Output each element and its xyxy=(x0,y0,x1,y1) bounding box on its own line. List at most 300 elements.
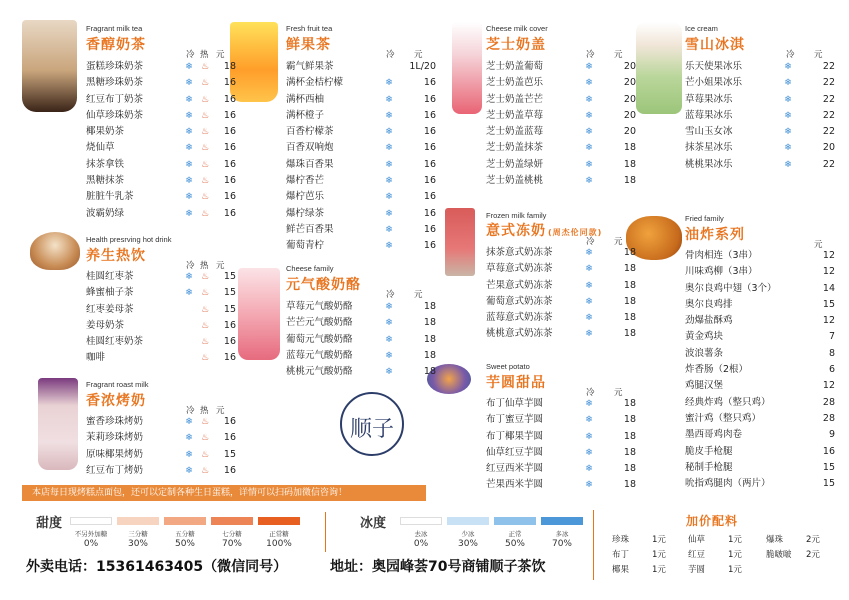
item-list xyxy=(486,396,636,494)
menu-item-price: 22 xyxy=(822,158,835,170)
section-en-title: Cheese milk cover xyxy=(486,24,548,33)
menu-item-name: 椰果奶茶 xyxy=(86,126,125,138)
menu-item-name: 满杯西柚 xyxy=(286,93,325,105)
menu-item xyxy=(685,411,835,427)
item-list xyxy=(286,59,436,255)
menu-item xyxy=(486,294,636,310)
menu-item xyxy=(685,346,835,362)
menu-item-name: 黑糖抹茶 xyxy=(86,175,125,187)
menu-item-name: 满杯橙子 xyxy=(286,109,325,121)
snowflake-icon: ❄ xyxy=(385,334,393,345)
menu-item xyxy=(286,332,436,348)
menu-item xyxy=(685,108,835,124)
menu-item xyxy=(86,285,236,301)
menu-item-name: 蜜香珍珠烤奶 xyxy=(86,416,144,427)
menu-item-price: 18 xyxy=(623,328,636,340)
addon-name: 红豆 xyxy=(688,550,706,560)
cold-header: 冷 xyxy=(186,406,195,416)
menu-item-name: 劲爆盐酥鸡 xyxy=(685,315,733,327)
snowflake-icon: ❄ xyxy=(585,296,593,307)
snowflake-icon: ❄ xyxy=(585,415,593,426)
snowflake-icon: ❄ xyxy=(585,78,593,89)
menu-item-price: 15 xyxy=(223,271,236,282)
menu-item-name: 满杯金桔柠檬 xyxy=(286,77,344,89)
section-en-title: Health presrving hot drink xyxy=(86,235,172,244)
addon-name: 珍珠 xyxy=(612,535,630,545)
snowflake-icon: ❄ xyxy=(185,465,193,476)
menu-item-name: 川味鸡柳（3串） xyxy=(685,266,758,278)
promo-banner: 本店每日现烤糕点面包，还可以定制各种生日蛋糕，详情可以扫码加微信咨询！ xyxy=(22,485,426,501)
menu-item-name: 葡萄意式奶冻茶 xyxy=(486,295,553,307)
menu-item-price: 18 xyxy=(223,61,236,72)
menu-item-name: 炸香肠（2根） xyxy=(685,364,749,376)
menu-item-price: 12 xyxy=(822,380,835,392)
menu-item xyxy=(86,447,236,463)
menu-item-price: 15 xyxy=(223,287,236,299)
hot-cup-icon: ♨ xyxy=(200,304,210,315)
snowflake-icon: ❄ xyxy=(585,280,593,291)
level-percent: 30% xyxy=(457,539,478,549)
menu-item-price: 15 xyxy=(223,303,236,315)
menu-item xyxy=(86,140,236,156)
menu-item xyxy=(486,157,636,173)
menu-item-price: 28 xyxy=(822,396,835,408)
menu-item-price: 16 xyxy=(822,445,835,457)
menu-item-name: 吮指鸡腿肉（两片） xyxy=(685,478,771,490)
menu-item-name: 仙草红豆芋圆 xyxy=(486,446,544,458)
menu-item-name: 芒小姐果冰乐 xyxy=(685,77,743,89)
section-title: 养生热饮 xyxy=(86,248,146,264)
menu-item-name: 经典炸鸡（整只鸡） xyxy=(685,396,771,408)
menu-item xyxy=(486,75,636,91)
menu-item xyxy=(86,318,236,334)
menu-item xyxy=(286,108,436,124)
menu-item-price: 20 xyxy=(623,61,636,72)
cold-header: 冷 xyxy=(586,50,595,60)
menu-item-price: 18 xyxy=(423,366,436,378)
menu-item-name: 脆皮手枪腿 xyxy=(685,445,733,457)
item-list xyxy=(86,414,236,479)
menu-item xyxy=(286,315,436,331)
snowflake-icon: ❄ xyxy=(585,176,593,187)
menu-item-price: 14 xyxy=(822,282,835,294)
menu-item-price: 16 xyxy=(223,175,236,187)
addon-name: 仙草 xyxy=(688,535,706,545)
menu-item-name: 秘制手枪腿 xyxy=(685,461,733,473)
price-header: 元 xyxy=(614,388,623,398)
menu-item-price: 16 xyxy=(223,126,236,138)
snowflake-icon: ❄ xyxy=(185,78,193,89)
addon-name: 爆珠 xyxy=(766,535,784,545)
price-header: 元 xyxy=(414,290,423,300)
menu-item xyxy=(86,463,236,479)
menu-item xyxy=(286,124,436,140)
menu-item-price: 9 xyxy=(828,429,835,441)
menu-item-name: 鸡腿汉堡 xyxy=(685,380,724,392)
hot-header: 热 xyxy=(200,50,209,60)
snowflake-icon: ❄ xyxy=(585,127,593,138)
menu-item-price: 16 xyxy=(423,175,436,187)
snowflake-icon: ❄ xyxy=(185,417,193,427)
addon-name: 芋圆 xyxy=(688,565,706,575)
snowflake-icon: ❄ xyxy=(185,127,193,138)
menu-item xyxy=(685,92,835,108)
menu-item-name: 茉莉珍珠烤奶 xyxy=(86,432,144,444)
snowflake-icon: ❄ xyxy=(185,176,193,187)
menu-item-price: 18 xyxy=(623,279,636,291)
menu-item-name: 爆珠百香果 xyxy=(286,158,334,170)
menu-item-price: 18 xyxy=(423,301,436,312)
menu-item-name: 芝士奶盖葡萄 xyxy=(486,61,544,72)
milk-tea-photo xyxy=(22,20,77,112)
divider xyxy=(325,512,326,552)
menu-item xyxy=(685,264,835,280)
menu-item-name: 芝士奶盖芭乐 xyxy=(486,77,544,89)
snowflake-icon: ❄ xyxy=(185,110,193,121)
hot-cup-icon: ♨ xyxy=(200,417,210,427)
section-title xyxy=(486,220,602,240)
menu-item-name: 芒芒元气酸奶酪 xyxy=(286,317,353,329)
menu-item-name: 墨西哥鸡肉卷 xyxy=(685,429,743,441)
level-name: 正常糖 xyxy=(269,530,289,538)
item-list xyxy=(685,59,835,173)
cold-header: 冷 xyxy=(186,50,195,60)
hot-cup-icon: ♨ xyxy=(200,449,210,460)
menu-item-price: 22 xyxy=(822,126,835,138)
menu-item-name: 蓝莓意式奶冻茶 xyxy=(486,312,553,324)
fruit-tea-photo xyxy=(230,22,278,102)
menu-item-name: 芒果西米芋圆 xyxy=(486,479,544,491)
snowflake-icon: ❄ xyxy=(784,159,792,170)
menu-item xyxy=(685,378,835,394)
menu-item-price: 15 xyxy=(822,461,835,473)
menu-item xyxy=(486,278,636,294)
menu-item xyxy=(486,59,636,75)
menu-item-price: 18 xyxy=(623,446,636,458)
price-header: 元 xyxy=(216,261,225,271)
snowflake-icon: ❄ xyxy=(585,248,593,258)
cold-header: 冷 xyxy=(586,388,595,398)
frozen-milk-photo xyxy=(445,208,475,276)
snowflake-icon: ❄ xyxy=(385,176,393,187)
level-swatch xyxy=(494,517,536,525)
snowflake-icon: ❄ xyxy=(585,62,593,72)
hot-cup-icon: ♨ xyxy=(200,208,210,219)
delivery-phone: 外卖电话：15361463405（微信同号） xyxy=(26,559,288,575)
price-header: 元 xyxy=(814,240,823,250)
menu-item-name: 咖啡 xyxy=(86,352,106,364)
snowflake-icon: ❄ xyxy=(784,94,792,105)
cold-header: 冷 xyxy=(386,290,395,300)
snowflake-icon: ❄ xyxy=(185,143,193,154)
menu-item xyxy=(486,140,636,156)
menu-item-name: 蓝莓元气酸奶酪 xyxy=(286,349,353,361)
snowflake-icon: ❄ xyxy=(385,127,393,138)
menu-item-name: 爆柠绿茶 xyxy=(286,207,325,219)
menu-item-name: 鲜芒百香果 xyxy=(286,223,334,235)
item-list xyxy=(486,59,636,189)
menu-item-price: 22 xyxy=(822,61,835,72)
menu-item-name: 桂圆红枣茶 xyxy=(86,271,134,282)
section-title: 香醇奶茶 xyxy=(86,37,146,53)
section-title-text: 意式冻奶 xyxy=(486,223,546,239)
menu-item xyxy=(86,124,236,140)
menu-item xyxy=(486,124,636,140)
hot-cup-icon: ♨ xyxy=(200,94,210,105)
menu-item xyxy=(86,92,236,108)
menu-item-name: 骨肉相连（3串） xyxy=(685,250,758,261)
snowflake-icon: ❄ xyxy=(585,143,593,154)
menu-item-name: 桃桃果冰乐 xyxy=(685,158,733,170)
snowflake-icon: ❄ xyxy=(385,208,393,219)
menu-item-name: 抹茶星冰乐 xyxy=(685,142,733,154)
item-list xyxy=(86,269,236,367)
menu-item xyxy=(486,461,636,477)
cheese-cover-photo xyxy=(452,22,482,114)
section-en-title: Fragrant milk tea xyxy=(86,24,143,33)
snowflake-icon: ❄ xyxy=(784,78,792,89)
menu-item xyxy=(86,108,236,124)
snowflake-icon: ❄ xyxy=(585,264,593,275)
menu-item-name: 爆柠芭乐 xyxy=(286,191,325,203)
menu-item-price: 16 xyxy=(223,142,236,154)
snowflake-icon: ❄ xyxy=(784,143,792,154)
price-header: 元 xyxy=(414,50,423,60)
hot-header: 热 xyxy=(200,406,209,416)
menu-item-name: 芝士奶盖绿妍 xyxy=(486,158,544,170)
addons-title: 加价配料 xyxy=(686,514,739,528)
menu-item-name: 布丁椰果芋圆 xyxy=(486,430,544,442)
logo-text: 顺子 xyxy=(349,417,394,442)
snowflake-icon: ❄ xyxy=(185,94,193,105)
menu-item-price: 12 xyxy=(822,315,835,327)
menu-item xyxy=(486,245,636,261)
menu-item xyxy=(86,189,236,205)
snowflake-icon: ❄ xyxy=(185,62,193,72)
addon-name: 椰果 xyxy=(612,565,630,575)
level-name: 多冰 xyxy=(555,530,569,538)
menu-item xyxy=(685,444,835,460)
section-title: 雪山冰淇 xyxy=(685,37,745,53)
menu-item-name: 芝士奶盖蓝莓 xyxy=(486,126,544,138)
section-title: 元气酸奶酪 xyxy=(286,277,361,293)
hot-cup-icon: ♨ xyxy=(200,176,210,187)
menu-item-price: 20 xyxy=(623,93,636,105)
menu-item-price: 16 xyxy=(223,158,236,170)
menu-item-name: 黄金鸡块 xyxy=(685,331,724,343)
addon-name: 脆啵啵 xyxy=(766,550,792,560)
snowflake-icon: ❄ xyxy=(784,62,792,72)
level-name: 正常 xyxy=(508,530,522,538)
menu-item xyxy=(685,460,835,476)
menu-item-name: 布丁蜜豆芋圆 xyxy=(486,414,544,426)
snowflake-icon: ❄ xyxy=(585,329,593,340)
menu-item xyxy=(86,334,236,350)
menu-item xyxy=(486,92,636,108)
snowflake-icon: ❄ xyxy=(784,110,792,121)
menu-item-name: 布丁仙草芋圆 xyxy=(486,398,544,409)
snowflake-icon: ❄ xyxy=(585,464,593,475)
section-en-title: Fragrant roast milk xyxy=(86,380,149,389)
menu-item xyxy=(685,297,835,313)
level-percent: 70% xyxy=(551,539,572,549)
menu-item-price: 18 xyxy=(423,317,436,329)
hot-cup-icon: ♨ xyxy=(200,62,210,72)
snowflake-icon: ❄ xyxy=(585,110,593,121)
menu-item-price: 16 xyxy=(223,191,236,203)
level-name: 去冰 xyxy=(414,530,428,538)
item-list xyxy=(286,299,436,380)
section-en-title: Sweet potato xyxy=(486,362,530,371)
menu-item-price: 16 xyxy=(223,352,236,364)
menu-item-price: 1L/20 xyxy=(409,61,436,72)
snowflake-icon: ❄ xyxy=(385,78,393,89)
level-percent: 50% xyxy=(174,539,195,549)
menu-item-name: 抹茶拿铁 xyxy=(86,158,125,170)
menu-item-name: 原味椰果烤奶 xyxy=(86,448,144,460)
section-en-title: Ice cream xyxy=(685,24,718,33)
price-header: 元 xyxy=(614,50,623,60)
menu-item-price: 18 xyxy=(623,263,636,275)
menu-item xyxy=(685,75,835,91)
menu-item-name: 雪山玉女冰 xyxy=(685,126,733,138)
menu-item xyxy=(286,75,436,91)
menu-item xyxy=(486,429,636,445)
price-header: 元 xyxy=(614,237,623,247)
menu-item xyxy=(286,206,436,222)
menu-item-price: 28 xyxy=(822,412,835,424)
menu-item-price: 18 xyxy=(623,430,636,442)
menu-item-price: 16 xyxy=(223,336,236,348)
hot-cup-icon: ♨ xyxy=(200,353,210,364)
hot-cup-icon: ♨ xyxy=(200,272,210,282)
menu-item xyxy=(486,412,636,428)
menu-item-name: 红枣姜母茶 xyxy=(86,303,134,315)
item-list xyxy=(86,59,236,222)
snowflake-icon: ❄ xyxy=(385,367,393,378)
menu-item-price: 16 xyxy=(423,240,436,252)
menu-item-name: 红豆布丁奶茶 xyxy=(86,93,144,105)
yogurt-photo xyxy=(238,268,280,360)
snowflake-icon: ❄ xyxy=(585,399,593,409)
price-header: 元 xyxy=(814,50,823,60)
level-swatch xyxy=(117,517,159,525)
menu-item xyxy=(86,302,236,318)
menu-item-name: 奥尔良鸡中翅（3个） xyxy=(685,282,777,294)
menu-item xyxy=(685,281,835,297)
menu-item-price: 18 xyxy=(623,175,636,187)
hot-drink-photo xyxy=(30,232,80,270)
level-name: 不另外加糖 xyxy=(74,530,108,538)
hot-cup-icon: ♨ xyxy=(200,110,210,121)
snowflake-icon: ❄ xyxy=(185,449,193,460)
menu-item xyxy=(685,476,835,492)
section-en-title: Fresh fruit tea xyxy=(286,24,333,33)
menu-item-price: 18 xyxy=(623,158,636,170)
menu-item xyxy=(486,108,636,124)
level-percent: 30% xyxy=(127,539,148,549)
section-en-title: Cheese family xyxy=(286,264,334,273)
menu-item-name: 姜母奶茶 xyxy=(86,319,125,331)
menu-item-price: 16 xyxy=(423,158,436,170)
level-name: 少冰 xyxy=(461,530,475,538)
menu-item-price: 16 xyxy=(423,77,436,89)
level-percent: 50% xyxy=(504,539,525,549)
section-title: 鲜果茶 xyxy=(286,37,331,53)
menu-item-price: 15 xyxy=(822,298,835,310)
level-percent: 70% xyxy=(221,539,242,549)
menu-item xyxy=(286,140,436,156)
menu-item-name: 百香双响炮 xyxy=(286,142,334,154)
hot-cup-icon: ♨ xyxy=(200,433,210,444)
menu-item-name: 芒果意式奶冻茶 xyxy=(486,279,553,291)
menu-item-price: 18 xyxy=(623,142,636,154)
menu-item xyxy=(286,364,436,380)
menu-item xyxy=(286,222,436,238)
menu-item-name: 脏脏牛乳茶 xyxy=(86,191,134,203)
menu-item-name: 红豆布丁烤奶 xyxy=(86,464,144,476)
menu-item-price: 22 xyxy=(822,109,835,121)
section-title: 芋圆甜品 xyxy=(486,375,546,391)
menu-item xyxy=(685,329,835,345)
menu-item xyxy=(286,189,436,205)
menu-item-name: 葡萄元气酸奶酪 xyxy=(286,333,353,345)
menu-item-price: 16 xyxy=(223,207,236,219)
menu-item-name: 乐天使果冰乐 xyxy=(685,61,743,72)
menu-item-price: 20 xyxy=(623,77,636,89)
menu-item-price: 16 xyxy=(223,109,236,121)
menu-item-name: 百香柠檬茶 xyxy=(286,126,334,138)
menu-item-price: 16 xyxy=(223,416,236,427)
addon-price: 1元 xyxy=(652,535,666,545)
menu-item-price: 18 xyxy=(623,398,636,409)
sweetness-title: 甜度 xyxy=(36,516,63,531)
menu-item-price: 15 xyxy=(822,478,835,490)
level-swatch xyxy=(211,517,253,525)
menu-item-price: 16 xyxy=(423,207,436,219)
menu-item-name: 蜂蜜柚子茶 xyxy=(86,287,134,299)
menu-item xyxy=(286,348,436,364)
menu-item-price: 18 xyxy=(623,247,636,258)
addon-price: 1元 xyxy=(728,550,742,560)
level-percent: 0% xyxy=(83,539,99,549)
menu-item xyxy=(86,414,236,430)
price-header: 元 xyxy=(216,50,225,60)
hot-cup-icon: ♨ xyxy=(200,192,210,203)
menu-item-name: 波浪薯条 xyxy=(685,347,724,359)
level-swatch xyxy=(400,517,442,525)
menu-item-price: 16 xyxy=(423,223,436,235)
snowflake-icon: ❄ xyxy=(385,241,393,252)
hot-header: 热 xyxy=(200,261,209,271)
level-swatch xyxy=(70,517,112,525)
menu-item-price: 16 xyxy=(423,109,436,121)
menu-item xyxy=(86,157,236,173)
level-name: 五分糖 xyxy=(175,530,195,538)
menu-item-price: 16 xyxy=(423,142,436,154)
snowflake-icon: ❄ xyxy=(385,143,393,154)
snowflake-icon: ❄ xyxy=(585,313,593,324)
snowflake-icon: ❄ xyxy=(185,208,193,219)
level-percent: 100% xyxy=(266,539,292,549)
menu-item-name: 奥尔良鸡排 xyxy=(685,298,733,310)
menu-item xyxy=(685,140,835,156)
menu-item-name: 葡萄青柠 xyxy=(286,240,325,252)
menu-item xyxy=(486,173,636,189)
level-swatch xyxy=(541,517,583,525)
menu-item xyxy=(685,157,835,173)
menu-item-price: 16 xyxy=(423,93,436,105)
